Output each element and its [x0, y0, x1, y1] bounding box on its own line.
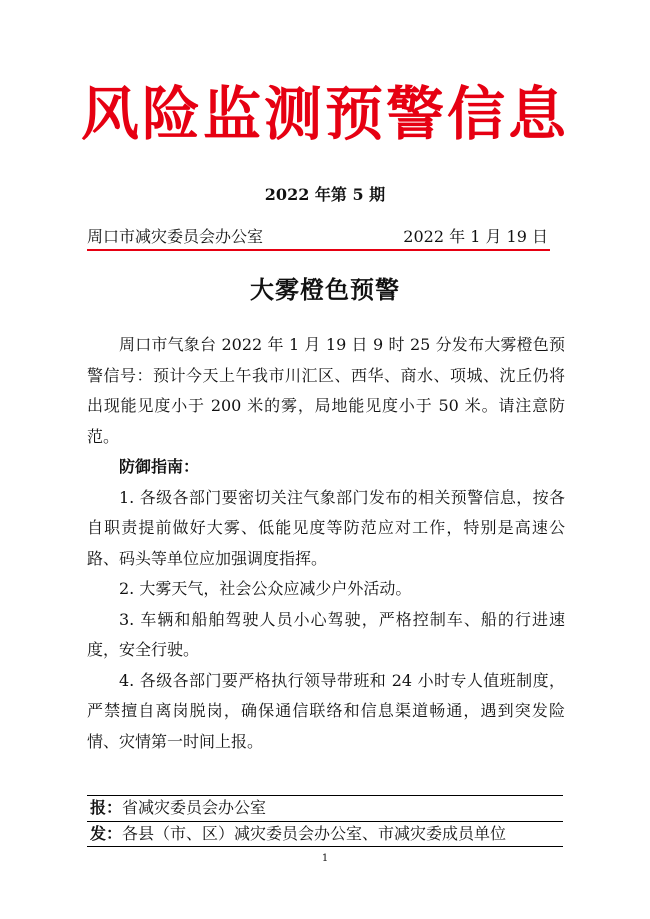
red-divider: [87, 249, 550, 251]
intro-paragraph: 周口市气象台 2022 年 1 月 19 日 9 时 25 分发布大雾橙色预警信号：预计今天上午我市川汇区、西华、商水、项城、沈丘仍将出现能见度小于 200 米的雾，局地能见度小于 50 米。请注意防范。: [87, 335, 565, 446]
guide-item: 3. 车辆和船舶驾驶人员小心驾驶，严格控制车、船的行进速度，安全行驶。: [87, 609, 565, 659]
report-label: 报：: [90, 798, 123, 817]
guide-item: 1. 各级各部门要密切关注气象部门发布的相关预警信息，按各自职责提前做好大雾、低能见度等防范应对工作，特别是高速公路、码头等单位应加强调度指挥。: [87, 487, 565, 568]
distribution-middle-rule: [87, 821, 563, 822]
report-recipient: 省减灾委员会办公室: [122, 798, 267, 817]
guide-item: 2. 大雾天气，社会公众应减少户外活动。: [119, 579, 412, 598]
document-body: [87, 330, 565, 757]
send-label: 发：: [90, 824, 123, 843]
page-number: 1: [321, 853, 329, 864]
report-line: [90, 797, 266, 819]
document-title: 大雾橙色预警: [250, 275, 400, 304]
distribution-bottom-rule: [87, 846, 563, 847]
issue-date: 2022 年 1 月 19 日: [403, 227, 548, 246]
send-recipients: 各县（市、区）减灾委员会办公室、市减灾委成员单位: [122, 824, 507, 843]
send-line: [90, 823, 506, 845]
masthead-title: 风险监测预警信息: [80, 80, 569, 148]
guide-heading: 防御指南：: [119, 457, 200, 476]
meta-row: [87, 226, 550, 248]
distribution-top-rule: [87, 795, 563, 796]
guide-item: 4. 各级各部门要严格执行领导带班和 24 小时专人值班制度，严禁擅自离岗脱岗，确保通信联络和信息渠道畅通，遇到突发险情、灾情第一时间上报。: [87, 670, 565, 751]
issue-number: 2022 年第 5 期: [264, 185, 386, 204]
issuing-office: 周口市减灾委员会办公室: [87, 227, 264, 246]
